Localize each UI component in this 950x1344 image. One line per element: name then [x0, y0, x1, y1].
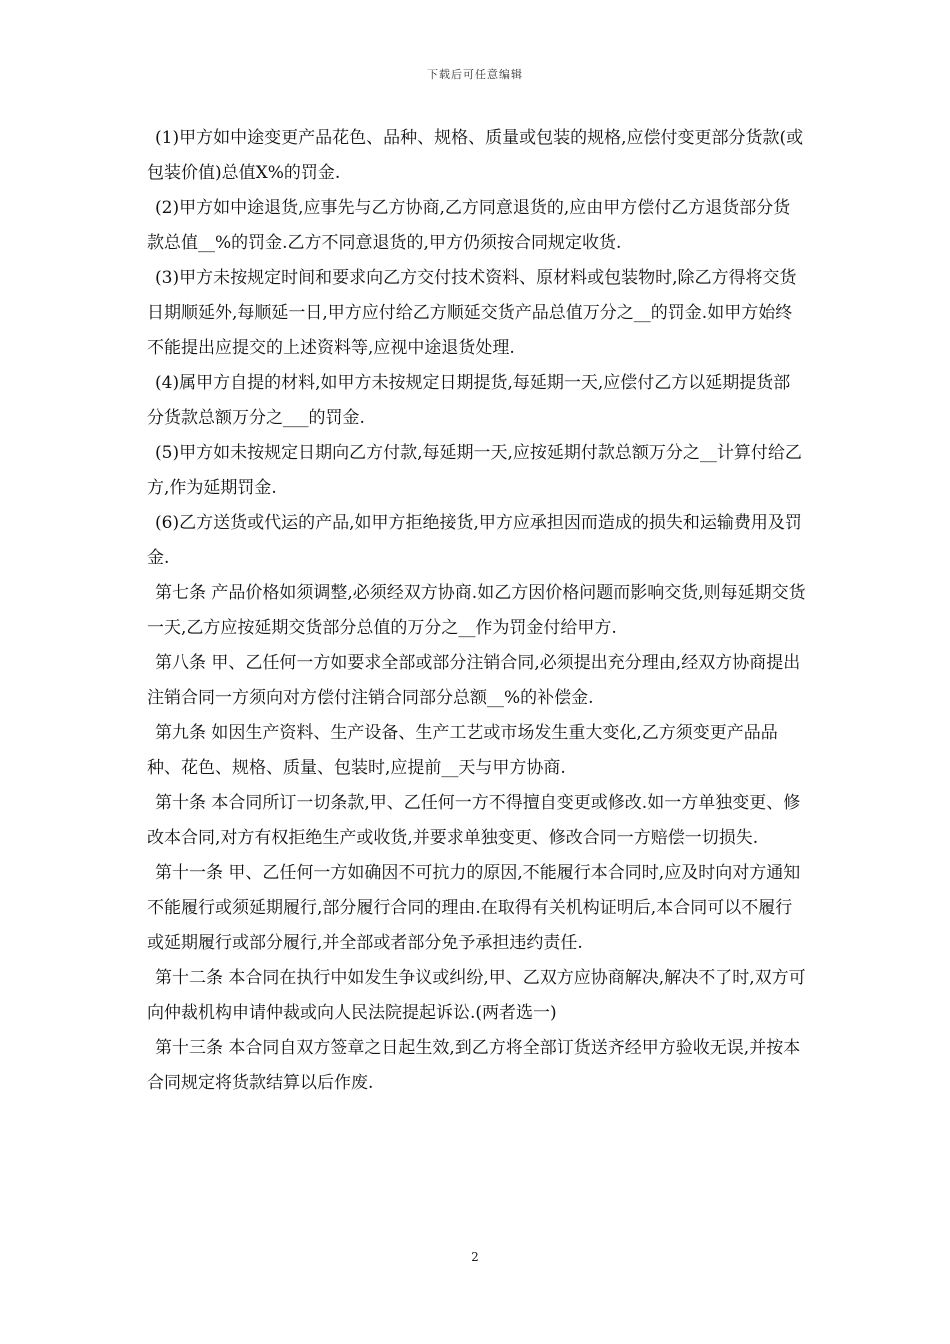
clause-6-item-6: (6)乙方送货或代运的产品,如甲方拒绝接货,甲方应承担因而造成的损失和运输费用及罚金. [147, 513, 802, 568]
clause-7: 第七条 产品价格如须调整,必须经双方协商.如乙方因价格问题而影响交货,则每延期交货一天,乙方应按延期交货部分总值的万分之__作为罚金付给甲方. [147, 583, 806, 638]
page-header: 下载后可任意编辑 [427, 68, 523, 81]
document-body [147, 121, 807, 1101]
clause-6-item-5: (5)甲方如未按规定日期向乙方付款,每延期一天,应按延期付款总额万分之__计算付给乙方,作为延期罚金. [147, 443, 802, 498]
clause-6-item-2: (2)甲方如中途退货,应事先与乙方协商,乙方同意退货的,应由甲方偿付乙方退货部分货款总值__%的罚金.乙方不同意退货的,甲方仍须按合同规定收货. [147, 198, 791, 253]
clause-13: 第十三条 本合同自双方签章之日起生效,到乙方将全部订货送齐经甲方验收无误,并按本合同规定将货款结算以后作废. [147, 1038, 801, 1093]
page-number: 2 [471, 1250, 479, 1264]
clause-11: 第十一条 甲、乙任何一方如确因不可抗力的原因,不能履行本合同时,应及时向对方通知不能履行或须延期履行,部分履行合同的理由.在取得有关机构证明后,本合同可以不履行或延期履行或部分履行,并全部或者部分免予承担违约责任. [147, 863, 801, 953]
clause-6-item-3: (3)甲方未按规定时间和要求向乙方交付技术资料、原材料或包装物时,除乙方得将交货日期顺延外,每顺延一日,甲方应付给乙方顺延交货产品总值万分之__的罚金.如甲方始终不能提出应提交的上述资料等,应视中途退货处理. [147, 268, 797, 358]
clause-10: 第十条 本合同所订一切条款,甲、乙任何一方不得擅自变更或修改.如一方单独变更、修改本合同,对方有权拒绝生产或收货,并要求单独变更、修改合同一方赔偿一切损失. [147, 793, 801, 848]
clause-9: 第九条 如因生产资料、生产设备、生产工艺或市场发生重大变化,乙方须变更产品品种、花色、规格、质量、包装时,应提前__天与甲方协商. [147, 723, 778, 778]
clause-6-item-4: (4)属甲方自提的材料,如甲方未按规定日期提货,每延期一天,应偿付乙方以延期提货部分货款总额万分之___的罚金. [147, 373, 791, 428]
clause-6-item-1: (1)甲方如中途变更产品花色、品种、规格、质量或包装的规格,应偿付变更部分货款(或包装价值)总值X%的罚金. [147, 128, 804, 183]
clause-12: 第十二条 本合同在执行中如发生争议或纠纷,甲、乙双方应协商解决,解决不了时,双方可向仲裁机构申请仲裁或向人民法院提起诉讼.(两者选一) [147, 968, 806, 1023]
clause-8: 第八条 甲、乙任何一方如要求全部或部分注销合同,必须提出充分理由,经双方协商提出注销合同一方须向对方偿付注销合同部分总额__%的补偿金. [147, 653, 801, 708]
